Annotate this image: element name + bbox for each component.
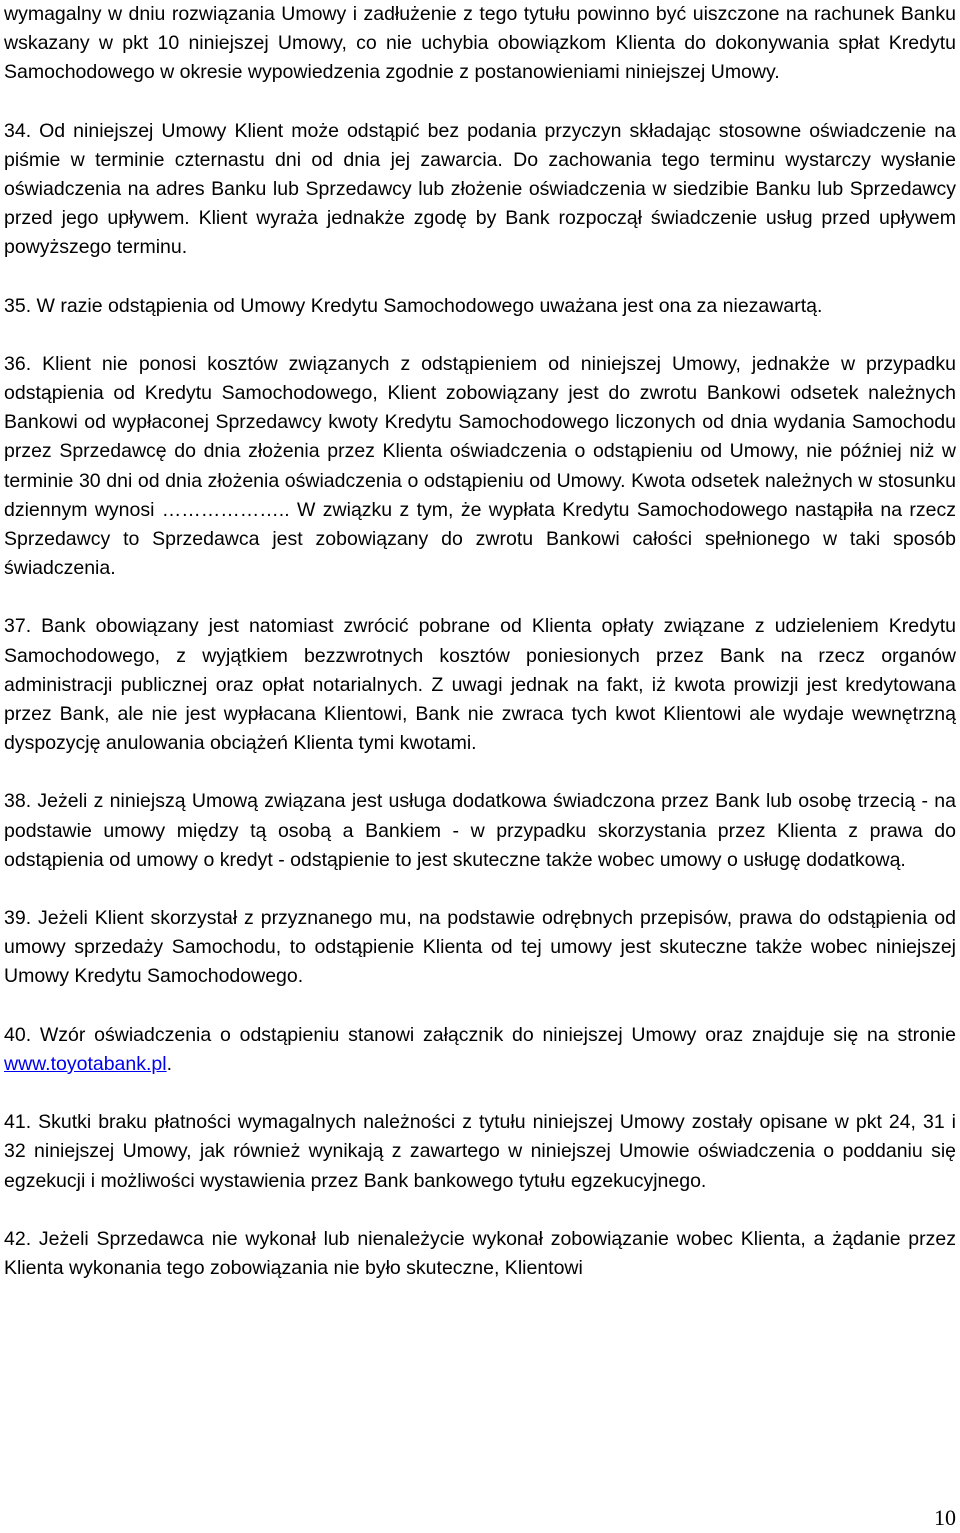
paragraph-40-end: . (166, 1052, 173, 1075)
paragraph-35: 35. W razie odstąpienia od Umowy Kredytu Samochodowego uważana jest ona za niezawartą. (4, 294, 823, 317)
paragraph-38: 38. Jeżeli z niniejszą Umową związana jest usługa dodatkowa świadczona przez Bank lub osobę trzecią - na podstawie umowy między tą osobą a Bankiem - w przypadku skorzystania przez Klienta z prawa do odstąpienia od umowy o kredyt - odstąpienie to jest skuteczne także wobec umowy o usługę dodatkową. (4, 790, 956, 871)
paragraph-34: 34. Od niniejszej Umowy Klient może odstąpić bez podania przyczyn składając stosowne oświadczenie na piśmie w terminie czternastu dni od dnia jej zawarcia. Do zachowania tego terminu wystarczy wysłanie oświadczenia na adres Banku lub Sprzedawcy lub złożenie oświadczenia w siedzibie Banku lub Sprzedawcy przed jego upływem. Klient wyraża jednakże zgodę by Bank rozpoczął świadczenie usług przed upływem powyższego terminu. (4, 119, 956, 259)
paragraph-36: 36. Klient nie ponosi kosztów związanych z odstąpieniem od niniejszej Umowy, jednakże w przypadku odstąpienia od Kredytu Samochodowego, Klient zobowiązany jest do zwrotu Bankowi odsetek należnych Bankowi od wypłaconej Sprzedawcy kwoty Kredytu Samochodowego liczonych od dnia wydania Samochodu przez Sprzedawcę do dnia złożenia przez Klienta oświadczenia o odstąpieniu od Umowy, nie później niż w terminie 30 dni od dnia złożenia oświadczenia o odstąpieniu od Umowy. Kwota odsetek należnych w stosunku dziennym wynosi ……………….. W związku z tym, że wypłata Kredytu Samochodowego nastąpiła na rzecz Sprzedawcy to Sprzedawca jest zobowiązany do zwrotu Bankowi całości spełnionego w taki sposób świadczenia. (4, 352, 956, 580)
paragraph-40-text: 40. Wzór oświadczenia o odstąpieniu stanowi załącznik do niniejszej Umowy oraz znajduje się na stronie (4, 1023, 956, 1046)
paragraph-intro: wymagalny w dniu rozwiązania Umowy i zadłużenie z tego tytułu powinno być uiszczone na rachunek Banku wskazany w pkt 10 niniejszej Umowy, co nie uchybia obowiązkom Klienta do dokonywania spłat Kredytu Samochodowego w okresie wypowiedzenia zgodnie z postanowieniami niniejszej Umowy. (4, 3, 956, 84)
document-page (4, 0, 956, 1283)
paragraph-37: 37. Bank obowiązany jest natomiast zwrócić pobrane od Klienta opłaty związane z udzieleniem Kredytu Samochodowego, z wyjątkiem bezzwrotnych kosztów poniesionych przez Bank na rzecz organów administracji publicznej oraz opłat notarialnych. Z uwagi jednak na fakt, iż kwota prowizji jest kredytowana przez Bank, ale nie jest wypłacana Klientowi, Bank nie zwraca tych kwot Klientowi ale wydaje wewnętrzną dyspozycję anulowania obciążeń Klienta tymi kwotami. (4, 615, 956, 755)
paragraph-42: 42. Jeżeli Sprzedawca nie wykonał lub nienależycie wykonał zobowiązanie wobec Klienta, a żądanie przez Klienta wykonania tego zobowiązania nie było skuteczne, Klientowi (4, 1227, 956, 1279)
paragraph-40 (4, 1021, 956, 1079)
toyotabank-link[interactable]: www.toyotabank.pl (4, 1052, 167, 1075)
paragraph-41: 41. Skutki braku płatności wymagalnych należności z tytułu niniejszej Umowy zostały opisane w pkt 24, 31 i 32 niniejszej Umowy, jak również wynikają z zawartego w niniejszej Umowie oświadczenia o poddaniu się egzekucji i możliwości wystawienia przez Bank bankowego tytułu egzekucyjnego. (4, 1111, 956, 1192)
paragraph-39: 39. Jeżeli Klient skorzystał z przyznanego mu, na podstawie odrębnych przepisów, prawa do odstąpienia od umowy sprzedaży Samochodu, to odstąpienie Klienta od tej umowy jest skuteczne także wobec niniejszej Umowy Kredytu Samochodowego. (4, 907, 956, 988)
page-number: 10 (934, 1505, 956, 1530)
